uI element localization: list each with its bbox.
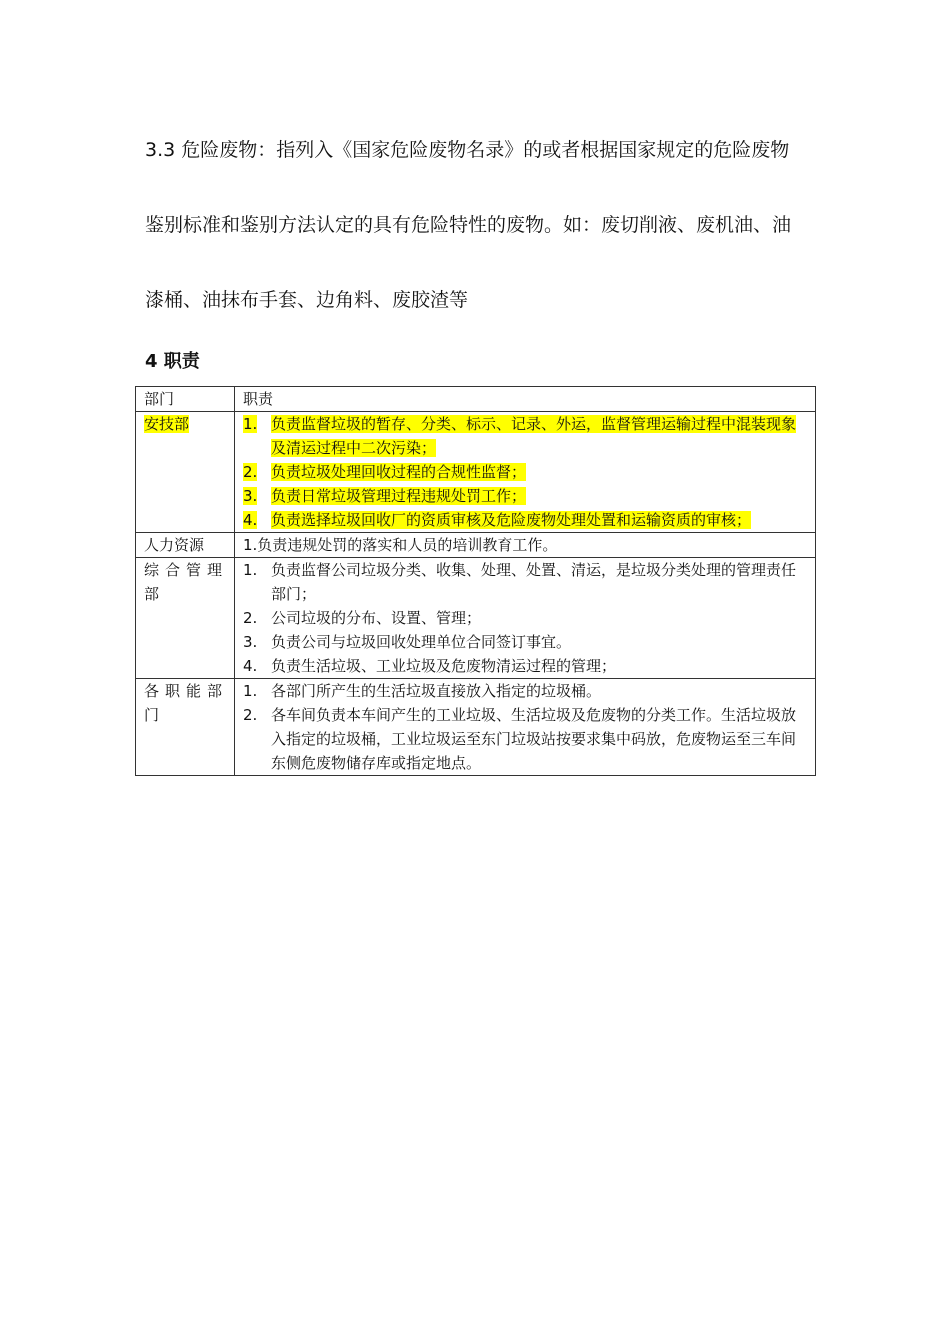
duty-cell bbox=[235, 679, 816, 776]
paragraph-line-1: 3.3 危险废物：指列入《国家危险废物名录》的或者根据国家规定的危险废物 bbox=[145, 139, 790, 161]
list-item bbox=[243, 606, 809, 630]
item-number: 1. bbox=[243, 682, 258, 700]
item-number: 2. bbox=[243, 463, 258, 481]
paragraph-line-3: 漆桶、油抹布手套、边角料、废胶渣等 bbox=[145, 289, 469, 311]
item-text: 各部门所产生的生活垃圾直接放入指定的垃圾桶。 bbox=[271, 682, 602, 700]
header-duty: 职责 bbox=[235, 387, 816, 412]
duty-text: 1.负责违规处罚的落实和人员的培训教育工作。 bbox=[235, 533, 816, 558]
item-number: 4. bbox=[243, 657, 258, 675]
item-number: 4. bbox=[243, 511, 258, 529]
section-heading: 4 职责 bbox=[145, 351, 200, 372]
item-number: 3. bbox=[243, 487, 258, 505]
table-row bbox=[136, 412, 816, 533]
item-text: 负责日常垃圾管理过程违规处罚工作； bbox=[271, 487, 527, 505]
list-item bbox=[243, 508, 809, 532]
list-item bbox=[243, 703, 809, 775]
list-item bbox=[243, 412, 809, 460]
dept-name: 人力资源 bbox=[136, 533, 235, 558]
item-text: 负责选择垃圾回收厂的资质审核及危险废物处理处置和运输资质的审核； bbox=[271, 511, 752, 529]
item-number: 1. bbox=[243, 561, 258, 579]
list-item bbox=[243, 460, 809, 484]
paragraph-line-2: 鉴别标准和鉴别方法认定的具有危险特性的废物。如：废切削液、废机油、油 bbox=[145, 214, 792, 236]
table-row bbox=[136, 533, 816, 558]
list-item bbox=[243, 679, 809, 703]
item-text: 负责生活垃圾、工业垃圾及危废物清运过程的管理； bbox=[271, 657, 617, 675]
item-text: 负责监督垃圾的暂存、分类、标示、记录、外运，监督管理运输过程中混装现象及清运过程中二次污染； bbox=[271, 415, 797, 457]
item-text: 公司垃圾的分布、设置、管理； bbox=[271, 609, 482, 627]
duty-cell bbox=[235, 412, 816, 533]
duty-cell bbox=[235, 558, 816, 679]
dept-name: 综合管理部 bbox=[136, 558, 235, 679]
list-item bbox=[243, 654, 809, 678]
dept-name: 安技部 bbox=[144, 415, 190, 433]
header-dept: 部门 bbox=[136, 387, 235, 412]
item-number: 2. bbox=[243, 706, 258, 724]
item-text: 各车间负责本车间产生的工业垃圾、生活垃圾及危废物的分类工作。生活垃圾放入指定的垃圾桶，工业垃圾运至东门垃圾站按要求集中码放，危废物运至三车间东侧危废物储存库或指定地点。 bbox=[271, 706, 797, 772]
table-header-row bbox=[136, 387, 816, 412]
item-number: 2. bbox=[243, 609, 258, 627]
list-item bbox=[243, 484, 809, 508]
list-item bbox=[243, 630, 809, 654]
item-text: 负责公司与垃圾回收处理单位合同签订事宜。 bbox=[271, 633, 572, 651]
item-number: 3. bbox=[243, 633, 258, 651]
table-row bbox=[136, 679, 816, 776]
duty-table bbox=[135, 386, 816, 776]
item-number: 1. bbox=[243, 415, 258, 433]
list-item bbox=[243, 558, 809, 606]
item-text: 负责垃圾处理回收过程的合规性监督； bbox=[271, 463, 527, 481]
item-text: 负责监督公司垃圾分类、收集、处理、处置、清运，是垃圾分类处理的管理责任部门； bbox=[271, 561, 797, 603]
dept-name: 各职能部门 bbox=[136, 679, 235, 776]
table-row bbox=[136, 558, 816, 679]
dept-cell bbox=[136, 412, 235, 533]
